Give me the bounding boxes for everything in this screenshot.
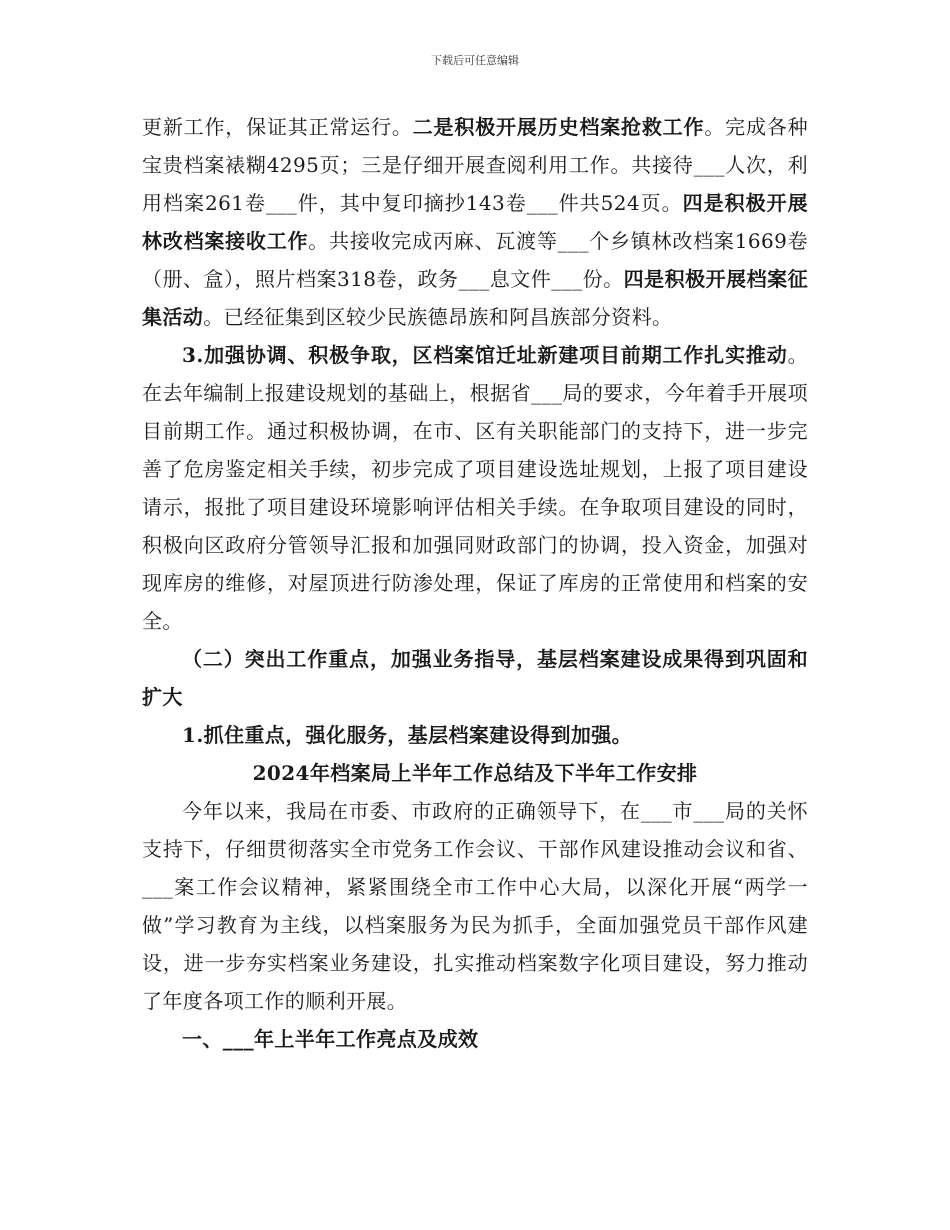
document-title bbox=[142, 754, 808, 792]
text-segment: 。共接收完成丙麻、瓦渡等___个乡镇林改档案1669卷（册、盒），照片档案318卷，政务___息文件___份。 bbox=[142, 229, 808, 291]
paragraph-archive-work bbox=[142, 108, 808, 336]
document-body bbox=[142, 108, 808, 1058]
paragraph-intro: 今年以来，我局在市委、市政府的正确领导下，在___市___局的关怀支持下，仔细贯彻落实全市党务工作会议、干部作风建设推动会议和省、___案工作会议精神，紧紧围绕全市工作中心大局，以深化开展“两学一做”学习教育为主线，以档案服务为民为抓手，全面加强党员干部作风建设，进一步夯实档案业务建设，扎实推动档案数字化项目建设，努力推动了年度各项工作的顺利开展。 bbox=[142, 799, 808, 1013]
bold-point: 四是积极开展档案征集活动 bbox=[142, 267, 808, 329]
page-header: 下载后可任意编辑 bbox=[431, 54, 519, 67]
title-text: 2024年档案局上半年工作总结及下半年工作安排 bbox=[252, 761, 698, 785]
paragraph-relocation-project bbox=[142, 336, 808, 640]
section-heading-1 bbox=[142, 1020, 808, 1058]
text-segment: 更新工作，保证其正常运行。 bbox=[142, 115, 413, 139]
section-heading-2 bbox=[142, 640, 808, 716]
text-segment: 。完成各种宝贵档案裱糊4295页；三是仔细开展查阅利用工作。共接待___人次，利用档案261卷___件，其中复印摘抄143卷___件共524页。 bbox=[142, 115, 808, 215]
bold-heading: 1.抓住重点，强化服务，基层档案建设得到加强。 bbox=[182, 723, 633, 747]
subsection-heading-1 bbox=[142, 716, 808, 754]
bold-heading: （二）突出工作重点，加强业务指导，基层档案建设成果得到巩固和扩大 bbox=[142, 647, 808, 709]
text-segment: 。在去年编制上报建设规划的基础上，根据省___局的要求，今年着手开展项目前期工作。通过积极协调，在市、区有关职能部门的支持下，进一步完善了危房鉴定相关手续，初步完成了项目建设选址规划，上报了项目建设请示，报批了项目建设环境影响评估相关手续。在争取项目建设的同时，积极向区政府分管领导汇报和加强同财政部门的协调，投入资金，加强对现库房的维修，对屋顶进行防渗处理，保证了库房的正常使用和档案的安全。 bbox=[142, 343, 808, 633]
bold-heading: 一、___年上半年工作亮点及成效 bbox=[182, 1027, 479, 1051]
bold-heading: 3.加强协调、积极争取，区档案馆迁址新建项目前期工作扎实推动 bbox=[182, 343, 788, 367]
bold-point: 四是积极开展林改档案接收工作 bbox=[142, 191, 808, 253]
bold-point: 二是积极开展历史档案抢救工作 bbox=[412, 115, 705, 139]
text-segment: 。已经征集到区较少民族德昂族和阿昌族部分资料。 bbox=[203, 305, 673, 329]
